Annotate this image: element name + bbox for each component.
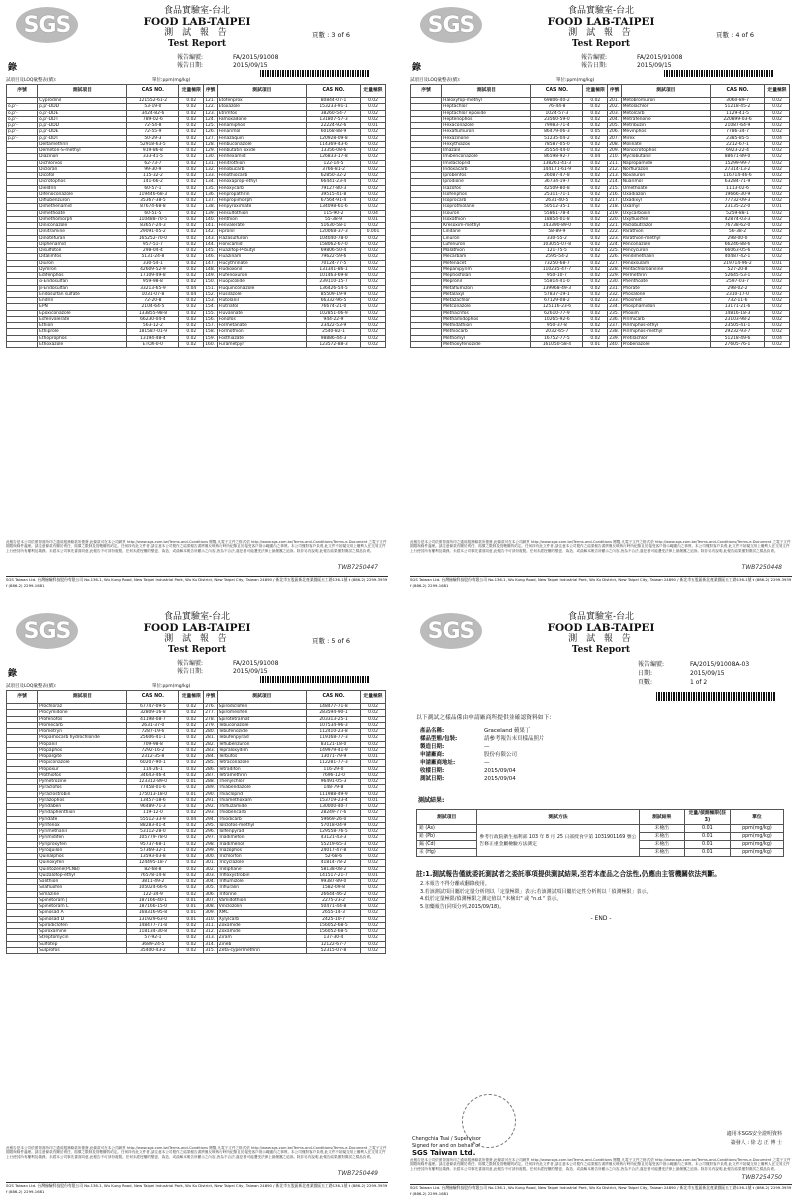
table-row: Prometryn 7287-19-6 0.02 280. Tebufenozide 112410-23-8 0.02 xyxy=(7,729,386,735)
report-meta: 錄 報告編號: FA/2015/91008 報告日期: 2015/09/15 xyxy=(2,660,392,682)
table-row: Hexythiazox 78587-05-0 0.02 208. Molinate 2212-67-1 0.02 xyxy=(411,141,790,147)
table-row: Heptachlor 76-44-8 0.02 202. Metolachlor 51218-45-2 0.02 xyxy=(411,104,790,110)
table-row: Diflubenzuron 35367-38-5 0.02 137. Fenpropimorph 67564-91-4 0.02 xyxy=(7,198,386,204)
page-number: 頁數 : 4 of 6 xyxy=(716,31,754,39)
page-header xyxy=(406,610,796,660)
table-row: Mefenacet 73250-68-7 0.02 227. Penoxsulam 219714-96-2 0.01 xyxy=(411,260,790,266)
table-row: Imazalil 35554-44-0 0.02 209. Monocrotophos 6923-22-4 0.02 xyxy=(411,148,790,154)
table-row: Iprodione 36734-19-7 0.02 214. Nuarimol 63284-71-9 0.02 xyxy=(411,179,790,185)
table-row: Isofenphos 25311-71-1 0.02 216. Oxadiazon 19666-30-9 0.02 xyxy=(411,191,790,197)
table-row: Esfenvalerate 66230-04-4 0.02 156. Fonofos 944-22-9 0.02 xyxy=(7,316,386,322)
info-row: 申請廠商地址: — xyxy=(420,760,490,766)
section-mark: 錄 xyxy=(8,63,18,73)
report-page-summary xyxy=(406,610,796,1196)
table-row: Dinotefuran 165252-70-0 0.02 143. Flazasulfuron 104040-78-0 0.02 xyxy=(7,235,386,241)
table-row: o,p'- o,p'-DDE 3424-82-6 0.02 123. Etrimfos 38260-54-7 0.02 xyxy=(7,110,386,116)
info-row: 產品名稱: Graceland 蘋果丁 xyxy=(420,728,531,734)
table-row: Simazine 122-34-9 0.02 306. Triforine 26644-46-2 0.02 xyxy=(7,891,386,897)
table-row: Imibenconazole 86598-92-7 0.04 210. Myclobutanil 88671-89-0 0.02 xyxy=(411,154,790,160)
table-row: Dicofol 115-32-2 0.02 133. Fenothiocarb 62850-32-2 0.02 xyxy=(7,173,386,179)
note-1: 註:1.測試報告僅就委託測試者之委託事項提供測試結果,至若本產品之合法性,仍應由主管機關依法判斷。 xyxy=(416,870,721,878)
table-row: Difenoconazole 119446-68-3 0.02 136. Fenpropathrin 39515-41-8 0.02 xyxy=(7,191,386,197)
loq-table xyxy=(6,84,386,348)
table-row: Methidathion 950-37-8 0.02 237. Pirimiphos-ethyl 23505-41-1 0.02 xyxy=(411,323,790,329)
sample-info xyxy=(418,727,547,783)
table-row: Haloxyfop-methyl 69806-40-2 0.02 201. Metobromuron 3060-89-7 0.02 xyxy=(411,98,790,104)
table-row: Isazofos 42509-80-8 0.02 215. Omethoate 1113-02-6 0.02 xyxy=(411,185,790,191)
signature-block: Chengchia Tsai / Supervisor Signed for and on behalf of SGS Taiwan Ltd. xyxy=(412,1136,481,1157)
table-row: Pyridaben 96489-71-3 0.02 292. Thifluzamide 130000-40-7 0.02 xyxy=(7,804,386,810)
table-row: Propiconazole 60207-90-1 0.02 285. Tetraconazole 112281-77-3 0.02 xyxy=(7,760,386,766)
table-caption: 試項目及LOQ彙整表(續): 單位:ppm(mg/kg) xyxy=(6,78,191,83)
table-row: Dicloran 99-30-9 0.02 132. Fenobucarb 3766-81-2 0.02 xyxy=(7,166,386,172)
table-row: Salithion 3811-49-2 0.02 304. Triflumizole 99387-89-0 0.02 xyxy=(7,879,386,885)
table-row: Spinetoram L 187166-15-0 0.01 308. Vinclozolin 50471-44-8 0.02 xyxy=(7,904,386,910)
table-row: Propamocarb hydrochloride 25606-41-1 0.02 281. Tebufenpyrad 119168-77-3 0.02 xyxy=(7,735,386,741)
footer-bar: SGS Taiwan Ltd. 台灣檢驗科技股份有限公司 No.136-1, Wu Kung Road, New Taipei Industrial Park, Wu Ku District, New Taipei City, Taiwan 24890 / 新北市五股區新北產業園區五工路136-1號 t (886-2) 2299-3939 f (886-2) 2299-1681 xyxy=(6,577,388,588)
table-row: Kresoxim-methyl 143390-89-0 0.02 221. Paclobutrazol 76738-62-0 0.02 xyxy=(411,223,790,229)
table-row: Edifenphos 17109-49-8 0.02 149. Flufenoxuron 101463-69-8 0.02 xyxy=(7,273,386,279)
twb-code: TWB7250449 xyxy=(337,1170,378,1177)
table-row: Iprobenfos 26087-47-8 0.02 213. Novaluron 116714-46-6 0.02 xyxy=(411,173,790,179)
table-row: Spirodiclofen 148477-71-8 0.02 311. Zoxamide 156052-68-5 0.02 xyxy=(7,922,386,928)
table-row: Isouron 55861-78-4 0.02 219. Oxycarboxin 5259-88-1 0.02 xyxy=(411,210,790,216)
table-row: Dimethomorph 110488-70-5 0.02 140. Fenthion 55-38-9 0.01 xyxy=(7,216,386,222)
table-row: Profenofos 41198-08-7 0.02 278. Spirotetramat 203313-25-1 0.02 xyxy=(7,716,386,722)
barcode xyxy=(656,692,776,701)
table-row: Prochloraz 67747-09-5 0.02 276. Spirodiclofen 148477-71-8 0.02 xyxy=(7,704,386,710)
table-row: Isoprothiolane 50512-35-1 0.02 218. Oxamyl 23135-22-0 0.01 xyxy=(411,204,790,210)
page-header xyxy=(406,4,796,54)
table-row: Hexaconazole 79983-71-4 0.02 205. Metribuzin 21087-64-9 0.02 xyxy=(411,123,790,129)
page-header xyxy=(2,610,392,660)
sgs-logo: SGS xyxy=(16,7,78,43)
section-mark: 錄 xyxy=(412,63,422,73)
issuer-block: 適用本SGS安全證明資料 簽發人 : 徐 志 正 博 士 xyxy=(726,1131,782,1146)
table-row: Quintozene(PCNB) 82-68-8 0.02 302. Tridiphane 58138-08-2 0.02 xyxy=(7,866,386,872)
table-row: Lufenuron 103055-07-8 0.02 224. Penconazole 66246-88-6 0.02 xyxy=(411,241,790,247)
metals-row: 鎘 (Cd) 未檢出 0.01 ppm(mg/kg) xyxy=(417,841,784,849)
table-row: Methamidophos 10265-92-6 0.02 236. Pirimicarb 23103-98-2 0.02 xyxy=(411,316,790,322)
table-row: Endosulfan sulfate 1031-07-8 0.04 152. Flusilazole 85509-19-9 0.02 xyxy=(7,291,386,297)
table-row: Pyriproxyfen 95737-68-1 0.02 298. Triadimenol 55219-65-3 0.02 xyxy=(7,841,386,847)
table-row: o,p'- o,p'-DDT 789-02-6 0.02 124. Famoxadone 131807-57-3 0.02 xyxy=(7,116,386,122)
report-meta: 報告編號: FA/2015/91008A-03 日期: 2015/09/15 頁數: 1 of 2 xyxy=(406,660,796,706)
table-row: Spinetoram J 187166-40-1 0.01 307. Vamidothion 2275-23-2 0.02 xyxy=(7,897,386,903)
table-row: Quizalofop-ethyl 76578-14-8 0.02 303. Trifloxystrobin 141517-21-7 0.01 xyxy=(7,872,386,878)
table-row: Propaphos 7292-16-2 0.02 283. Tepraloxydim 149979-41-9 0.02 xyxy=(7,747,386,753)
report-meta: 錄 報告編號: FA/2015/91008 報告日期: 2015/09/15 xyxy=(406,54,796,76)
report-page-5 xyxy=(2,610,392,1196)
table-row: Propoxur 114-26-1 0.02 286. Tetradifon 116-29-0 0.02 xyxy=(7,766,386,772)
table-row: Disulfoton 298-04-4 0.02 145. Fluazifop-P-butyl 69806-50-4 0.02 xyxy=(7,248,386,254)
table-row: Ethion 563-12-2 0.02 157. Formetanate 23422-53-9 0.02 xyxy=(7,323,386,329)
table-row: Quinoxyfen 124495-18-7 0.02 301. Tricyclazole 41814-78-2 0.02 xyxy=(7,860,386,866)
lab-title: 食品實驗室-台北 FOOD LAB-TAIPEI 測 試 報 告 Test Report xyxy=(547,612,655,655)
page-number: 頁數 : 5 of 6 xyxy=(312,637,350,645)
footer-bar: SGS Taiwan Ltd. 台灣檢驗科技股份有限公司 No.136-1, Wu Kung Road, New Taipei Industrial Park, Wu Ku District, New Taipei City, Taiwan 24890 / 新北市五股區新北產業園區五工路136-1號 t (886-2) 2299-3939 f (886-2) 2299-1681 xyxy=(410,577,792,588)
lab-title: 食品實驗室-台北 FOOD LAB-TAIPEI 測 試 報 告 Test Report xyxy=(143,6,251,49)
table-row: Metalaxyl 57837-19-1 0.02 232. Phosalone 2310-17-0 0.02 xyxy=(411,291,790,297)
table-row: Quinalphos 13593-03-8 0.02 300. Trichlorfon 52-68-6 0.02 xyxy=(7,854,386,860)
report-page-3 xyxy=(2,4,392,590)
table-row: Heptachlor epoxide 1024-57-3 0.02 203. Metolcarb 1129-41-5 0.02 xyxy=(411,110,790,116)
table-row: Hexaflumuron 86479-06-3 0.05 206. Mevinphos 7786-34-7 0.02 xyxy=(411,129,790,135)
metals-table xyxy=(416,809,784,857)
table-row: Isoprocarb 2631-40-5 0.02 217. Oxadixyl 77732-09-3 0.02 xyxy=(411,198,790,204)
metals-row: 鉛 (Pb) 未檢出 0.01 ppm(mg/kg) xyxy=(417,833,784,841)
metals-row: 鉛 (As) 參考行政院衛生福利部 103 年 8 月 25 日部授食字第 1031901169 號公告修正重金屬檢驗方法測定 未檢出 0.01 ppm(mg/kg) xyxy=(417,825,784,833)
table-row: Hexazinone 51235-04-2 0.02 207. Mirex 2385-85-5 0.04 xyxy=(411,135,790,141)
table-row: Mecarbam 2595-54-2 0.02 226. Pendimethalin 40487-42-1 0.02 xyxy=(411,254,790,260)
table-row: Metaflumizon 139968-49-3 0.02 231. Phorate 298-02-2 0.02 xyxy=(411,285,790,291)
table-row: Mepanipyrim 110235-47-7 0.02 228. Pentachloroaniline 527-20-8 0.02 xyxy=(411,266,790,272)
table-header: 序號 測試項目 CAS NO. 定量極限 序號 測試項目 CAS NO. 定量極限 xyxy=(7,691,386,704)
table-row: o,p'- p,p'-DDD 53-19-0 0.02 122. Etoxazole 153233-91-1 0.02 xyxy=(7,104,386,110)
page-number: 頁數 : 3 of 6 xyxy=(312,31,350,39)
table-row: Lindane 58-89-9 0.02 222. Parathion 56-38-2 0.02 xyxy=(411,229,790,235)
sgs-logo: SGS xyxy=(16,613,78,649)
table-row: Pyraclofos 77458-01-6 0.02 289. Thiabendazole 148-79-8 0.02 xyxy=(7,785,386,791)
table-caption: 試項目及LOQ彙整表(續): 單位:ppm(mg/kg) xyxy=(410,78,595,83)
footer-bar: SGS Taiwan Ltd. 台灣檢驗科技股份有限公司 No.136-1, Wu Kung Road, New Taipei Industrial Park, Wu Ku District, New Taipei City, Taiwan 24890 / 新北市五股區新北產業園區五工路136-1號 t (886-2) 2299-3939 f (886-2) 2299-1681 xyxy=(410,1185,792,1196)
table-row: β-Endosulfan 33213-65-9 0.04 151. Fluquinconazole 136426-54-5 0.02 xyxy=(7,285,386,291)
table-row: Prothiofos 34643-46-4 0.02 287. Tetramethrin 7696-12-0 0.02 xyxy=(7,772,386,778)
twb-code: TWB7254750 xyxy=(741,1174,782,1181)
end-mark: - END - xyxy=(590,915,612,922)
table-row: Ditalimfos 5131-24-8 0.02 146. Fluazinam 79622-59-6 0.02 xyxy=(7,254,386,260)
page-header xyxy=(2,4,392,54)
table-row: Ethoxazole ETOX-0-0 0.02 160. Furametpyr 123572-88-3 0.02 xyxy=(7,341,386,347)
table-row: Dieldrin 60-57-1 0.02 135. Fenoxycarb 79127-80-3 0.02 xyxy=(7,185,386,191)
table-row: Pymetrozine 123312-89-0 0.01 288. Thenylchlor 96491-05-3 0.02 xyxy=(7,779,386,785)
table-caption: 試項目及LOQ彙整表(續): 單位:ppm(mg/kg) xyxy=(6,684,191,689)
table-row: Pyroquilon 57369-32-1 0.02 299. Triazophos 24017-47-8 0.02 xyxy=(7,847,386,853)
table-row: p,p'- p,p'-DDT 50-29-3 0.02 127. Fenazaquin 120928-09-8 0.02 xyxy=(7,135,386,141)
table-row: Methacrifos 62610-77-9 0.02 235. Phoxim 14816-18-3 0.02 xyxy=(411,310,790,316)
table-row: Ethoprophos 13194-48-4 0.02 159. Fosthiazate 98886-44-3 0.02 xyxy=(7,335,386,341)
table-row: Malathion 121-75-5 0.02 225. Pencycuron 66063-05-6 0.02 xyxy=(411,248,790,254)
section-mark: 錄 xyxy=(8,669,18,679)
table-row: Propargite 2312-35-8 0.02 284. Terbufos 13071-79-9 0.01 xyxy=(7,754,386,760)
table-row: Spinosad A 168316-95-8 0.01 309. XMC 2655-14-3 0.02 xyxy=(7,910,386,916)
table-row: Dymron 42609-52-9 0.02 148. Fludioxonil 131341-86-1 0.02 xyxy=(7,266,386,272)
table-row: Ethiprole 181587-01-9 0.02 158. Formothion 2540-82-1 0.02 xyxy=(7,329,386,335)
table-row: Diniconazole 83657-24-3 0.02 141. Fenvalerate 51630-58-1 0.02 xyxy=(7,223,386,229)
footer-terms: 此報告是本公司依照背面所印之通用服務條款所簽發,此條款可在本公司網頁 http://www.sgs.com.tw/Terms-and-Conditions 閱覽,凡電子文件之格式依 http://www.sgs.com.tw/Terms-and-Conditions/Terms-e-Document 之電子文件期限與條件處理。請注意條款有關於責任、賠償之限制及管轄權的約定。任何持有此文件者,請注意本公司製作之結果報告書將僅反映執行時所紀錄且於接受客戶指示範圍內之事實。本公司僅對客戶負責,此文件不妨礙交易上權利人在交易文件上行使其所有權利及義務。未經本公司事先書面同意,此報告不可部份複製。任何未經授權的變更、偽造、或曲解本報告所顯示之內容,皆為不合法,違犯者可能遭受法律上最嚴厲之追訴。除非另有說明,此報告結果僅對測試之樣品負責。 xyxy=(6,1146,387,1159)
table-row: Dimethenamid 87674-68-8 0.02 138. Fenpyroximate 134098-61-6 0.02 xyxy=(7,204,386,210)
table-row: Silafluofen 105024-66-6 0.02 305. Trifluralin 1582-09-8 0.02 xyxy=(7,885,386,891)
info-row: 製造日期: — xyxy=(420,744,490,750)
loq-table xyxy=(6,690,386,954)
table-row: Pyrimidifen 105779-78-0 0.02 297. Triadimefon 43121-43-3 0.02 xyxy=(7,835,386,841)
twb-code: TWB7250447 xyxy=(337,564,378,571)
table-row: p,p'- p,p'-DDD 72-54-8 0.02 125. Fenamiphos 22224-92-6 0.01 xyxy=(7,123,386,129)
table-header: 序號 測試項目 CAS NO. 定量極限 序號 測試項目 CAS NO. 定量極限 xyxy=(411,85,790,98)
info-row: 申請廠商: 股份有限公司 xyxy=(420,752,518,758)
table-row: Spinosad D 131929-63-0 0.01 310. Xylylcarb 2425-10-7 0.02 xyxy=(7,916,386,922)
sgs-logo: SGS xyxy=(420,7,482,43)
table-row: Diazinon 333-41-5 0.02 130. Fenhexamid 126833-17-8 0.02 xyxy=(7,154,386,160)
info-row: 收樣日期: 2015/09/04 xyxy=(420,768,516,774)
table-row: Indoxacarb 144171-61-9 0.02 212. Norflurazon 27314-13-2 0.02 xyxy=(411,166,790,172)
footer-terms: 此報告是本公司依照背面所印之通用服務條款所簽發,此條款可在本公司網頁 http://www.sgs.com.tw/Terms-and-Conditions 閱覽,凡電子文件之格式依 http://www.sgs.com.tw/Terms-and-Conditions/Terms-e-Document 之電子文件期限與條件處理。請注意條款有關於責任、賠償之限制及管轄權的約定。任何持有此文件者,請注意本公司製作之結果報告書將僅反映執行時所紀錄且於接受客戶指示範圍內之事實。本公司僅對客戶負責,此文件不妨礙交易上權利人在交易文件上行使其所有權利及義務。未經本公司事先書面同意,此報告不可部份複製。任何未經授權的變更、偽造、或曲解本報告所顯示之內容,皆為不合法,違犯者可能遭受法律上最嚴厲之追訴。除非另有說明,此報告結果僅對測試之樣品負責。 xyxy=(410,1158,791,1171)
report-meta: 錄 報告編號: FA/2015/91008 報告日期: 2015/09/15 xyxy=(2,54,392,76)
table-row: Methiocarb 2032-65-7 0.02 238. Pirimiphos-methyl 29232-93-7 0.02 xyxy=(411,329,790,335)
info-row: 測試日期: 2015/09/04 xyxy=(420,776,516,782)
lab-title: 食品實驗室-台北 FOOD LAB-TAIPEI 測 試 報 告 Test Report xyxy=(143,612,251,655)
table-row: Dichlorvos 62-73-7 0.02 131. Fenitrothion 122-14-5 0.02 xyxy=(7,160,386,166)
table-row: Cyprodinil 121552-61-2 0.02 121. Etofenprox 80844-07-1 0.02 xyxy=(7,98,386,104)
table-row: Metazachlor 67129-08-2 0.02 233. Phosmet 732-11-6 0.02 xyxy=(411,298,790,304)
metals-header: 測試項目 測試方法 測試結果 定量/偵測極限(註3) 單位 xyxy=(417,810,784,825)
table-row: Propanil 709-98-8 0.02 282. Teflubenzuron 83121-18-0 0.02 xyxy=(7,741,386,747)
metals-row: 汞 (Hg) 未檢出 0.01 ppm(mg/kg) xyxy=(417,849,784,857)
sgs-logo: SGS xyxy=(420,613,482,649)
footer-terms: 此報告是本公司依照背面所印之通用服務條款所簽發,此條款可在本公司網頁 http://www.sgs.com.tw/Terms-and-Conditions 閱覽,凡電子文件之格式依 http://www.sgs.com.tw/Terms-and-Conditions/Terms-e-Document 之電子文件期限與條件處理。請注意條款有關於責任、賠償之限制及管轄權的約定。任何持有此文件者,請注意本公司製作之結果報告書將僅反映執行時所紀錄且於接受客戶指示範圍內之事實。本公司僅對客戶負責,此文件不妨礙交易上權利人在交易文件上行使其所有權利及義務。未經本公司事先書面同意,此報告不可部份複製。任何未經授權的變更、偽造、或曲解本報告所顯示之內容,皆為不合法,違犯者可能遭受法律上最嚴厲之追訴。除非另有說明,此報告結果僅對測試之樣品負責。 xyxy=(6,540,387,553)
table-row: Procymidone 32809-16-8 0.02 277. Spiromesifen 283594-90-1 0.02 xyxy=(7,710,386,716)
table-row: Linuron 330-55-2 0.02 223. Parathion-methyl 298-00-0 0.02 xyxy=(411,235,790,241)
table-row: Metconazole 125116-23-6 0.02 234. Phosphamidon 13171-21-6 0.02 xyxy=(411,304,790,310)
table-row: Epoxiconazole 133855-98-8 0.02 155. Fluvalinate 102851-06-9 0.02 xyxy=(7,310,386,316)
table-row: EPN 2104-64-5 0.02 154. Flutriafol 76674-21-0 0.02 xyxy=(7,304,386,310)
lab-title: 食品實驗室-台北 FOOD LAB-TAIPEI 測 試 報 告 Test Report xyxy=(547,6,655,49)
table-row: Pyrazophos 13457-18-6 0.02 291. Thiamethoxam 153719-23-4 0.01 xyxy=(7,797,386,803)
twb-code: TWB7250448 xyxy=(741,564,782,571)
table-row: Dimethoate 60-51-5 0.02 139. Fensulfothion 115-90-2 0.04 xyxy=(7,210,386,216)
table-row: Promecarb 2631-37-0 0.02 279. Tebuconazole 107534-96-3 0.02 xyxy=(7,722,386,728)
loq-table xyxy=(410,84,790,348)
table-row: Mepronil 55814-41-0 0.02 230. Phenthoate 2597-03-7 0.02 xyxy=(411,279,790,285)
table-row: Pyrimethanil 53112-28-0 0.02 296. Tolfenpyrad 129558-76-5 0.02 xyxy=(7,829,386,835)
results-heading: 測試結果: xyxy=(418,797,445,804)
footer-terms: 此報告是本公司依照背面所印之通用服務條款所簽發,此條款可在本公司網頁 http://www.sgs.com.tw/Terms-and-Conditions 閱覽,凡電子文件之格式依 http://www.sgs.com.tw/Terms-and-Conditions/Terms-e-Document 之電子文件期限與條件處理。請注意條款有關於責任、賠償之限制及管轄權的約定。任何持有此文件者,請注意本公司製作之結果報告書將僅反映執行時所紀錄且於接受客戶指示範圍內之事實。本公司僅對客戶負責,此文件不妨礙交易上權利人在交易文件上行使其所有權利及義務。未經本公司事先書面同意,此報告不可部份複製。任何未經授權的變更、偽造、或曲解本報告所顯示之內容,皆為不合法,違犯者可能遭受法律上最嚴厲之追訴。除非另有說明,此報告結果僅對測試之樣品負責。 xyxy=(410,540,791,553)
table-row: Methomyl 16752-77-5 0.02 239. Pretilachlor 51218-49-6 0.04 xyxy=(411,335,790,341)
table-row: Dicrotophos 141-66-2 0.02 134. Fenoxaprop-ethyl 66441-23-4 0.02 xyxy=(7,179,386,185)
table-row: Deltamethrin 52918-63-5 0.02 128. Fenbuconazole 114369-43-6 0.02 xyxy=(7,141,386,147)
table-row: Sulfotep 3689-24-5 0.02 314. Zineb 12122-67-7 0.02 xyxy=(7,941,386,947)
table-row: p,p'- p,p'-DDE 72-55-9 0.02 126. Fenarimol 60168-88-9 0.02 xyxy=(7,129,386,135)
table-row: Pyraclostrobin 175013-18-0 0.01 290. Thiacloprid 111988-49-9 0.02 xyxy=(7,791,386,797)
info-row: 樣品型態/包裝: 請參考報告末頁樣品照片 xyxy=(420,736,545,742)
table-row: Spiroxamine 118134-30-8 0.02 312. Zoxamide 156052-68-5 0.02 xyxy=(7,929,386,935)
notes: 2.本報告不得分離或翻錄使用。 3.若該測試項目屬於定量分析則以「定量極限」表示;若該測試項目屬於定性分析則以「偵測極限」表示。 4.低於定量極限/偵測極限之測定值以 "未檢出" 或 "n.d." 表示。 5.加藥報告(同項分列,2015/09/18)。 xyxy=(420,881,652,910)
table-row: Pyridate 55512-33-9 0.04 294. Thiodicarb 59669-26-0 0.02 xyxy=(7,816,386,822)
table-row: Dinitramine 29091-05-2 0.02 142. Fipronil 120068-37-3 0.001 xyxy=(7,229,386,235)
table-row: α-Endosulfan 959-98-8 0.02 150. Fluopicolide 239110-15-7 0.02 xyxy=(7,279,386,285)
table-row: Diuron 330-54-1 0.02 147. Flucythrinate 70124-77-5 0.02 xyxy=(7,260,386,266)
table-row: Imidacloprid 138261-41-3 0.02 211. Napropamide 15299-99-7 0.02 xyxy=(411,160,790,166)
table-row: Pyridaphenthion 119-12-0 0.02 293. Thiobencarb 28249-77-6 0.02 xyxy=(7,810,386,816)
table-row: Mephosfolan 950-10-7 0.02 229. Permethrin 52645-53-1 0.02 xyxy=(411,273,790,279)
report-page-4 xyxy=(406,4,796,590)
table-row: Streptomycin 57-92-1 0.02 313. Ziram 137-30-4 0.02 xyxy=(7,935,386,941)
table-row: Sulprofos 35400-43-2 0.02 315. Zeta-cypermethrin 52315-07-8 0.02 xyxy=(7,947,386,953)
table-row: Isoxathion 18854-01-8 0.02 220. Oxyfluorfen 42874-03-3 0.02 xyxy=(411,216,790,222)
table-row: Endrin 72-20-8 0.02 153. Flutolanil 66332-96-5 0.02 xyxy=(7,298,386,304)
footer-bar: SGS Taiwan Ltd. 台灣檢驗科技股份有限公司 No.136-1, Wu Kung Road, New Taipei Industrial Park, Wu Ku District, New Taipei City, Taiwan 24890 / 新北市五股區新北產業園區五工路136-1號 t (886-2) 2299-3939 f (886-2) 2299-1681 xyxy=(6,1183,388,1194)
table-header: 序號 測試項目 CAS NO. 定量極限 序號 測試項目 CAS NO. 定量極限 xyxy=(7,85,386,98)
table-row: Heptenophos 23560-59-0 0.02 204. Metrafenone 220899-03-6 0.02 xyxy=(411,116,790,122)
table-row: Pyrifenox 88283-41-4 0.02 295. Tolclofos-methyl 57018-04-9 0.02 xyxy=(7,822,386,828)
table-row: Methoxyfenozide 161050-58-4 0.01 240. Probenazole 27605-76-1 0.02 xyxy=(411,341,790,347)
table-row: Demeton-S-methyl 919-86-8 0.02 129. Fenbutatin oxide 13356-08-6 0.02 xyxy=(7,148,386,154)
intro-text: 以下測試之樣品係由申請廠商所提供並確認資料如下: xyxy=(416,715,552,721)
table-row: Diphenamid 957-51-7 0.02 144. Flonicamid 158062-67-0 0.02 xyxy=(7,241,386,247)
